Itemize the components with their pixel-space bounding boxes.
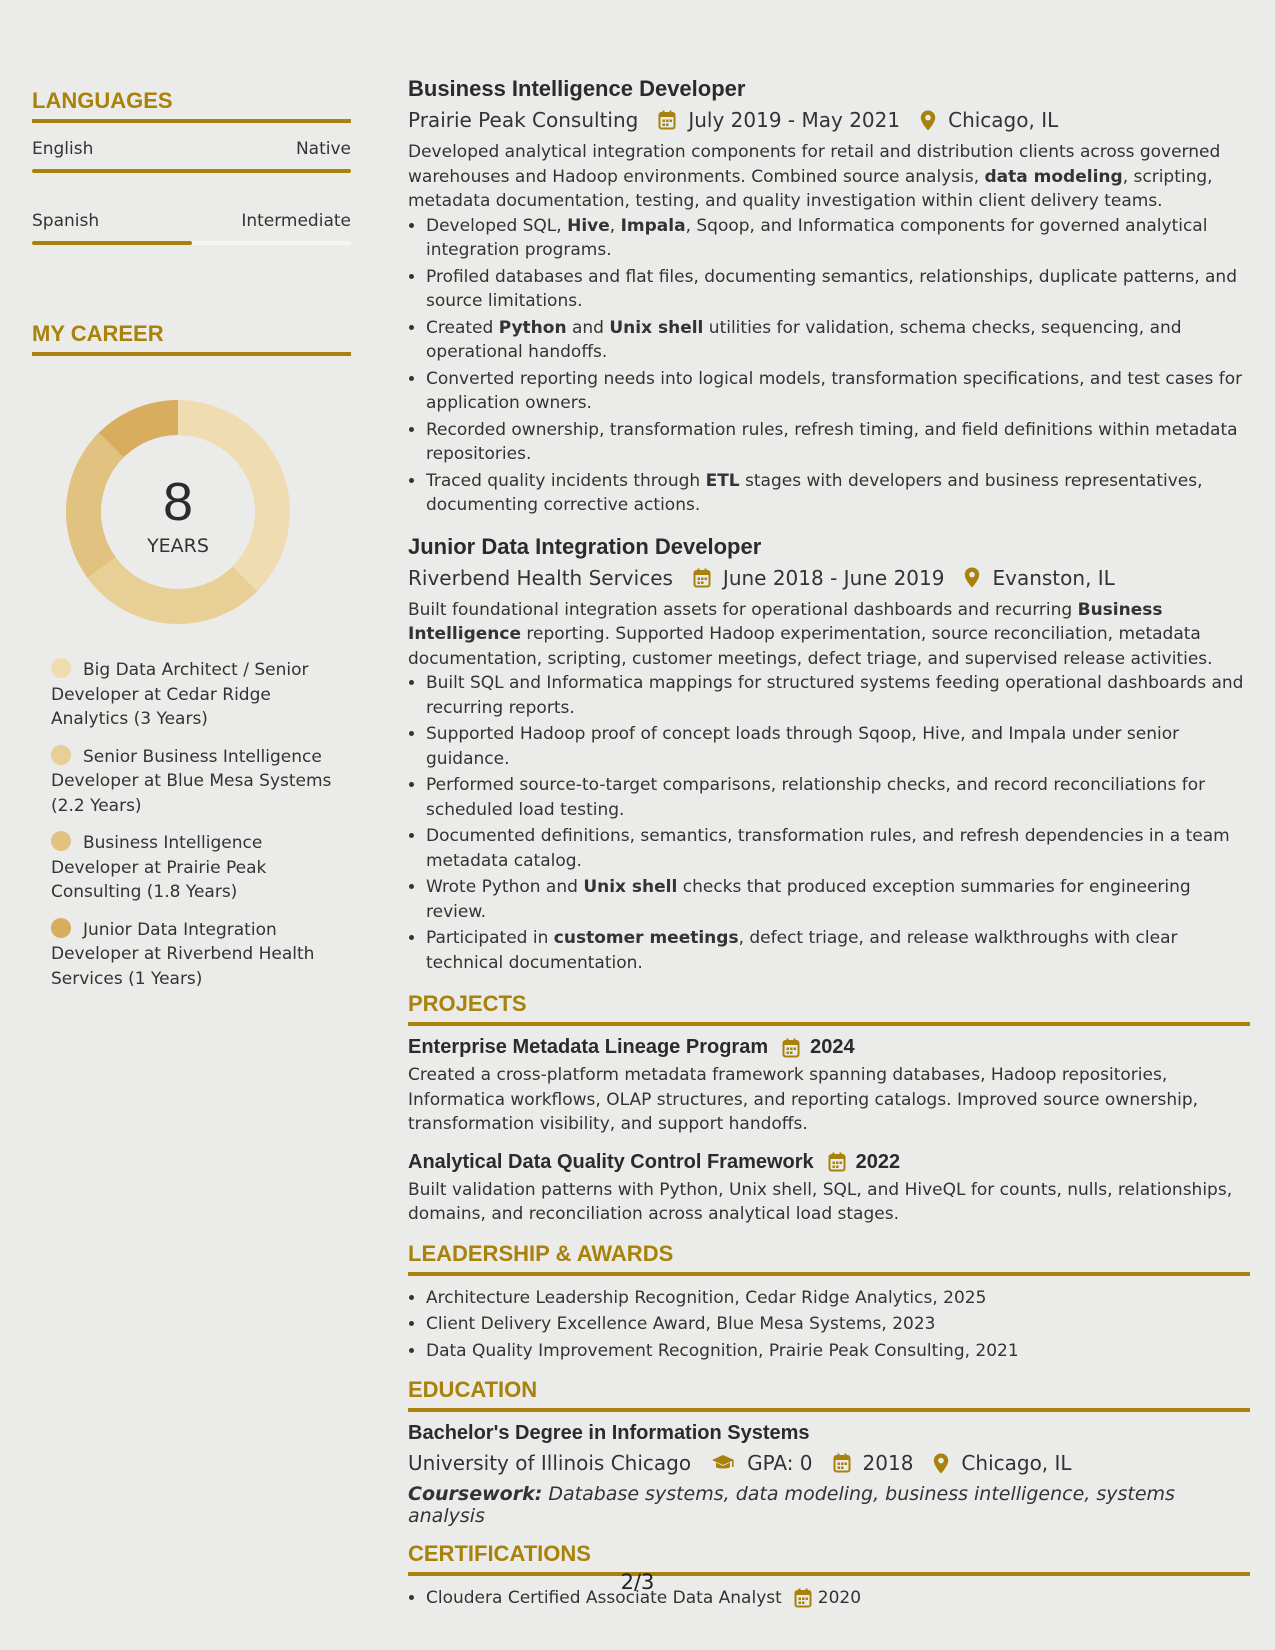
job-meta (408, 566, 1250, 590)
job-dates: June 2018 - June 2019 (722, 565, 945, 590)
award-item: • Client Delivery Excellence Award, Blue Mesa Systems, 2023 (426, 1312, 1250, 1337)
degree-title: Bachelor's Degree in Information Systems (408, 1422, 810, 1444)
job-bullet: • Supported Hadoop proof of concept loads through Sqoop, Hive, and Impala under senior guidance. (426, 722, 1250, 771)
language-level: Native (295, 139, 351, 159)
language-level-fill (32, 241, 192, 245)
job-bullet: • Developed SQL, Hive, Impala, Sqoop, and Informatica components for governed analytical integration programs. (426, 214, 1250, 263)
job-bullet: • Documented definitions, semantics, transformation rules, and refresh dependencies in a team metadata catalog. (426, 824, 1250, 873)
project-year: 2024 (810, 1036, 855, 1058)
job-bullet: • Recorded ownership, transformation rules, refresh timing, and field definitions within metadata repositories. (426, 418, 1250, 467)
project-item (408, 1036, 1250, 1137)
job-bullet: • Built SQL and Informatica mappings for structured systems feeding operational dashboards and recurring reports. (426, 671, 1250, 720)
calendar-icon (833, 1453, 851, 1473)
certification-year: 2020 (817, 1588, 862, 1608)
language-row (32, 139, 351, 159)
career-total-years: 8 (162, 472, 194, 532)
calendar-icon (828, 1152, 846, 1172)
job-bullet: • Traced quality incidents through ETL stages with developers and business representatives, documenting corrective actions. (426, 469, 1250, 518)
coursework (408, 1483, 1250, 1527)
education-meta (408, 1451, 1250, 1475)
career-legend-item (51, 745, 351, 819)
job-title: Junior Data Integration Developer (408, 533, 762, 559)
legend-label: Junior Data Integration Developer at Riverbend Health Services (1 Years) (51, 919, 315, 989)
career-segment-1 (178, 400, 290, 591)
legend-label: Senior Business Intelligence Developer at Blue Mesa Systems (2.2 Years) (51, 746, 332, 816)
awards-list (408, 1286, 1250, 1364)
experience-list (408, 76, 1250, 975)
language-row (32, 211, 351, 231)
location-pin-icon (920, 110, 936, 131)
career-heading: MY CAREER (32, 321, 351, 356)
coursework-text: Database systems, data modeling, business intelligence, systems analysis (408, 1483, 1175, 1527)
location-pin-icon (933, 1453, 949, 1474)
language-item (32, 139, 351, 173)
job-meta (408, 108, 1250, 132)
legend-dot (51, 831, 71, 851)
career-donut-chart (66, 400, 290, 624)
job-bullet: • Created Python and Unix shell utilities for validation, schema checks, sequencing, and operational handoffs. (426, 316, 1250, 365)
languages-list (32, 139, 351, 245)
awards-section (408, 1241, 1250, 1364)
job-summary: Developed analytical integration components for retail and distribution clients across governed warehouses and Hadoop environments. Combined source analysis, data modeling, scripting, metadata documentation, testing, and quality investigation within client delivery teams. (408, 142, 1221, 211)
graduation-year: 2018 (862, 1451, 914, 1475)
job-bullet: • Performed source-to-target comparisons, relationship checks, and record reconciliations for scheduled load testing. (426, 773, 1250, 822)
project-item (408, 1151, 1250, 1227)
job-summary: Built foundational integration assets for operational dashboards and recurring Business Intelligence reporting. Supported Hadoop experimentation, source reconciliation, metadata documentation, scripting, customer meetings, defect triage, and supervised release activities. (408, 599, 1213, 669)
award-item: • Data Quality Improvement Recognition, Prairie Peak Consulting, 2021 (426, 1339, 1250, 1364)
certification-name: • Cloudera Certified Associate Data Analyst (426, 1588, 782, 1608)
job-location: Evanston, IL (992, 565, 1115, 590)
languages-heading: LANGUAGES (32, 88, 351, 123)
career-legend-item (51, 918, 351, 992)
company-name: Riverbend Health Services (408, 565, 673, 590)
legend-dot (51, 918, 71, 938)
career-section (32, 321, 351, 991)
project-header (408, 1151, 1250, 1174)
career-segment-3 (66, 433, 124, 578)
experience-item (408, 76, 1250, 518)
project-year: 2022 (855, 1150, 901, 1173)
project-description: Built validation patterns with Python, Unix shell, SQL, and HiveQL for counts, nulls, relationships, domains, and reconciliation across analytical load stages. (408, 1179, 1233, 1224)
right-column (408, 76, 1250, 1613)
company-name: Prairie Peak Consulting (408, 108, 639, 132)
language-item (32, 211, 351, 245)
career-legend (51, 658, 351, 991)
projects-list (408, 1036, 1250, 1227)
job-bullets (408, 671, 1250, 975)
location-pin-icon (964, 567, 980, 588)
language-name: Spanish (32, 211, 100, 231)
project-name: Analytical Data Quality Control Framework (408, 1150, 814, 1173)
career-legend-item (51, 831, 351, 905)
career-segment-2 (87, 557, 257, 624)
career-years-unit: YEARS (147, 535, 209, 557)
calendar-icon (693, 568, 711, 588)
language-name: English (32, 139, 94, 159)
calendar-icon (658, 110, 676, 130)
legend-dot (51, 658, 71, 678)
legend-label: Business Intelligence Developer at Prairie Peak Consulting (1.8 Years) (51, 833, 267, 902)
language-level: Intermediate (241, 211, 351, 231)
job-bullets (408, 214, 1250, 518)
calendar-icon (782, 1038, 800, 1058)
education-section (408, 1377, 1250, 1527)
experience-item (408, 534, 1250, 976)
job-title: Business Intelligence Developer (408, 76, 746, 101)
job-location: Chicago, IL (948, 108, 1059, 132)
job-bullet: • Profiled databases and flat files, documenting semantics, relationships, duplicate patterns, and source limitations. (426, 265, 1250, 314)
education-heading: EDUCATION (408, 1377, 1250, 1412)
project-header (408, 1036, 1250, 1059)
project-name: Enterprise Metadata Lineage Program (408, 1036, 769, 1058)
graduation-cap-icon (711, 1454, 735, 1472)
legend-dot (51, 745, 71, 765)
job-dates: July 2019 - May 2021 (688, 108, 901, 132)
school-name: University of Illinois Chicago (408, 1451, 692, 1475)
project-description: Created a cross-platform metadata framework spanning databases, Hadoop repositories, Informatica workflows, OLAP structures, and reporting catalogs. Improved source ownership, transformation visibility, and support handoffs. (408, 1065, 1199, 1134)
language-level-bar (32, 169, 351, 173)
legend-label: Big Data Architect / Senior Developer at Cedar Ridge Analytics (3 Years) (51, 660, 309, 729)
projects-heading: PROJECTS (408, 991, 1250, 1026)
projects-section (408, 991, 1250, 1227)
school-location: Chicago, IL (961, 1451, 1072, 1475)
award-item: • Architecture Leadership Recognition, Cedar Ridge Analytics, 2025 (426, 1286, 1250, 1311)
career-legend-item (51, 658, 351, 732)
job-bullet: • Converted reporting needs into logical models, transformation specifications, and test cases for application owners. (426, 367, 1250, 416)
gpa: GPA: 0 (747, 1451, 813, 1475)
language-level-fill (32, 169, 351, 173)
job-bullet: • Participated in customer meetings, defect triage, and release walkthroughs with clear technical documentation. (426, 926, 1250, 975)
awards-heading: LEADERSHIP & AWARDS (408, 1241, 1250, 1276)
job-bullet: • Wrote Python and Unix shell checks that produced exception summaries for engineering review. (426, 875, 1250, 924)
page-number: 2/3 (620, 1570, 655, 1594)
certifications-heading: CERTIFICATIONS (408, 1541, 1250, 1576)
left-column (32, 88, 351, 1004)
language-level-bar (32, 241, 351, 245)
coursework-label: Coursework: (408, 1483, 543, 1505)
